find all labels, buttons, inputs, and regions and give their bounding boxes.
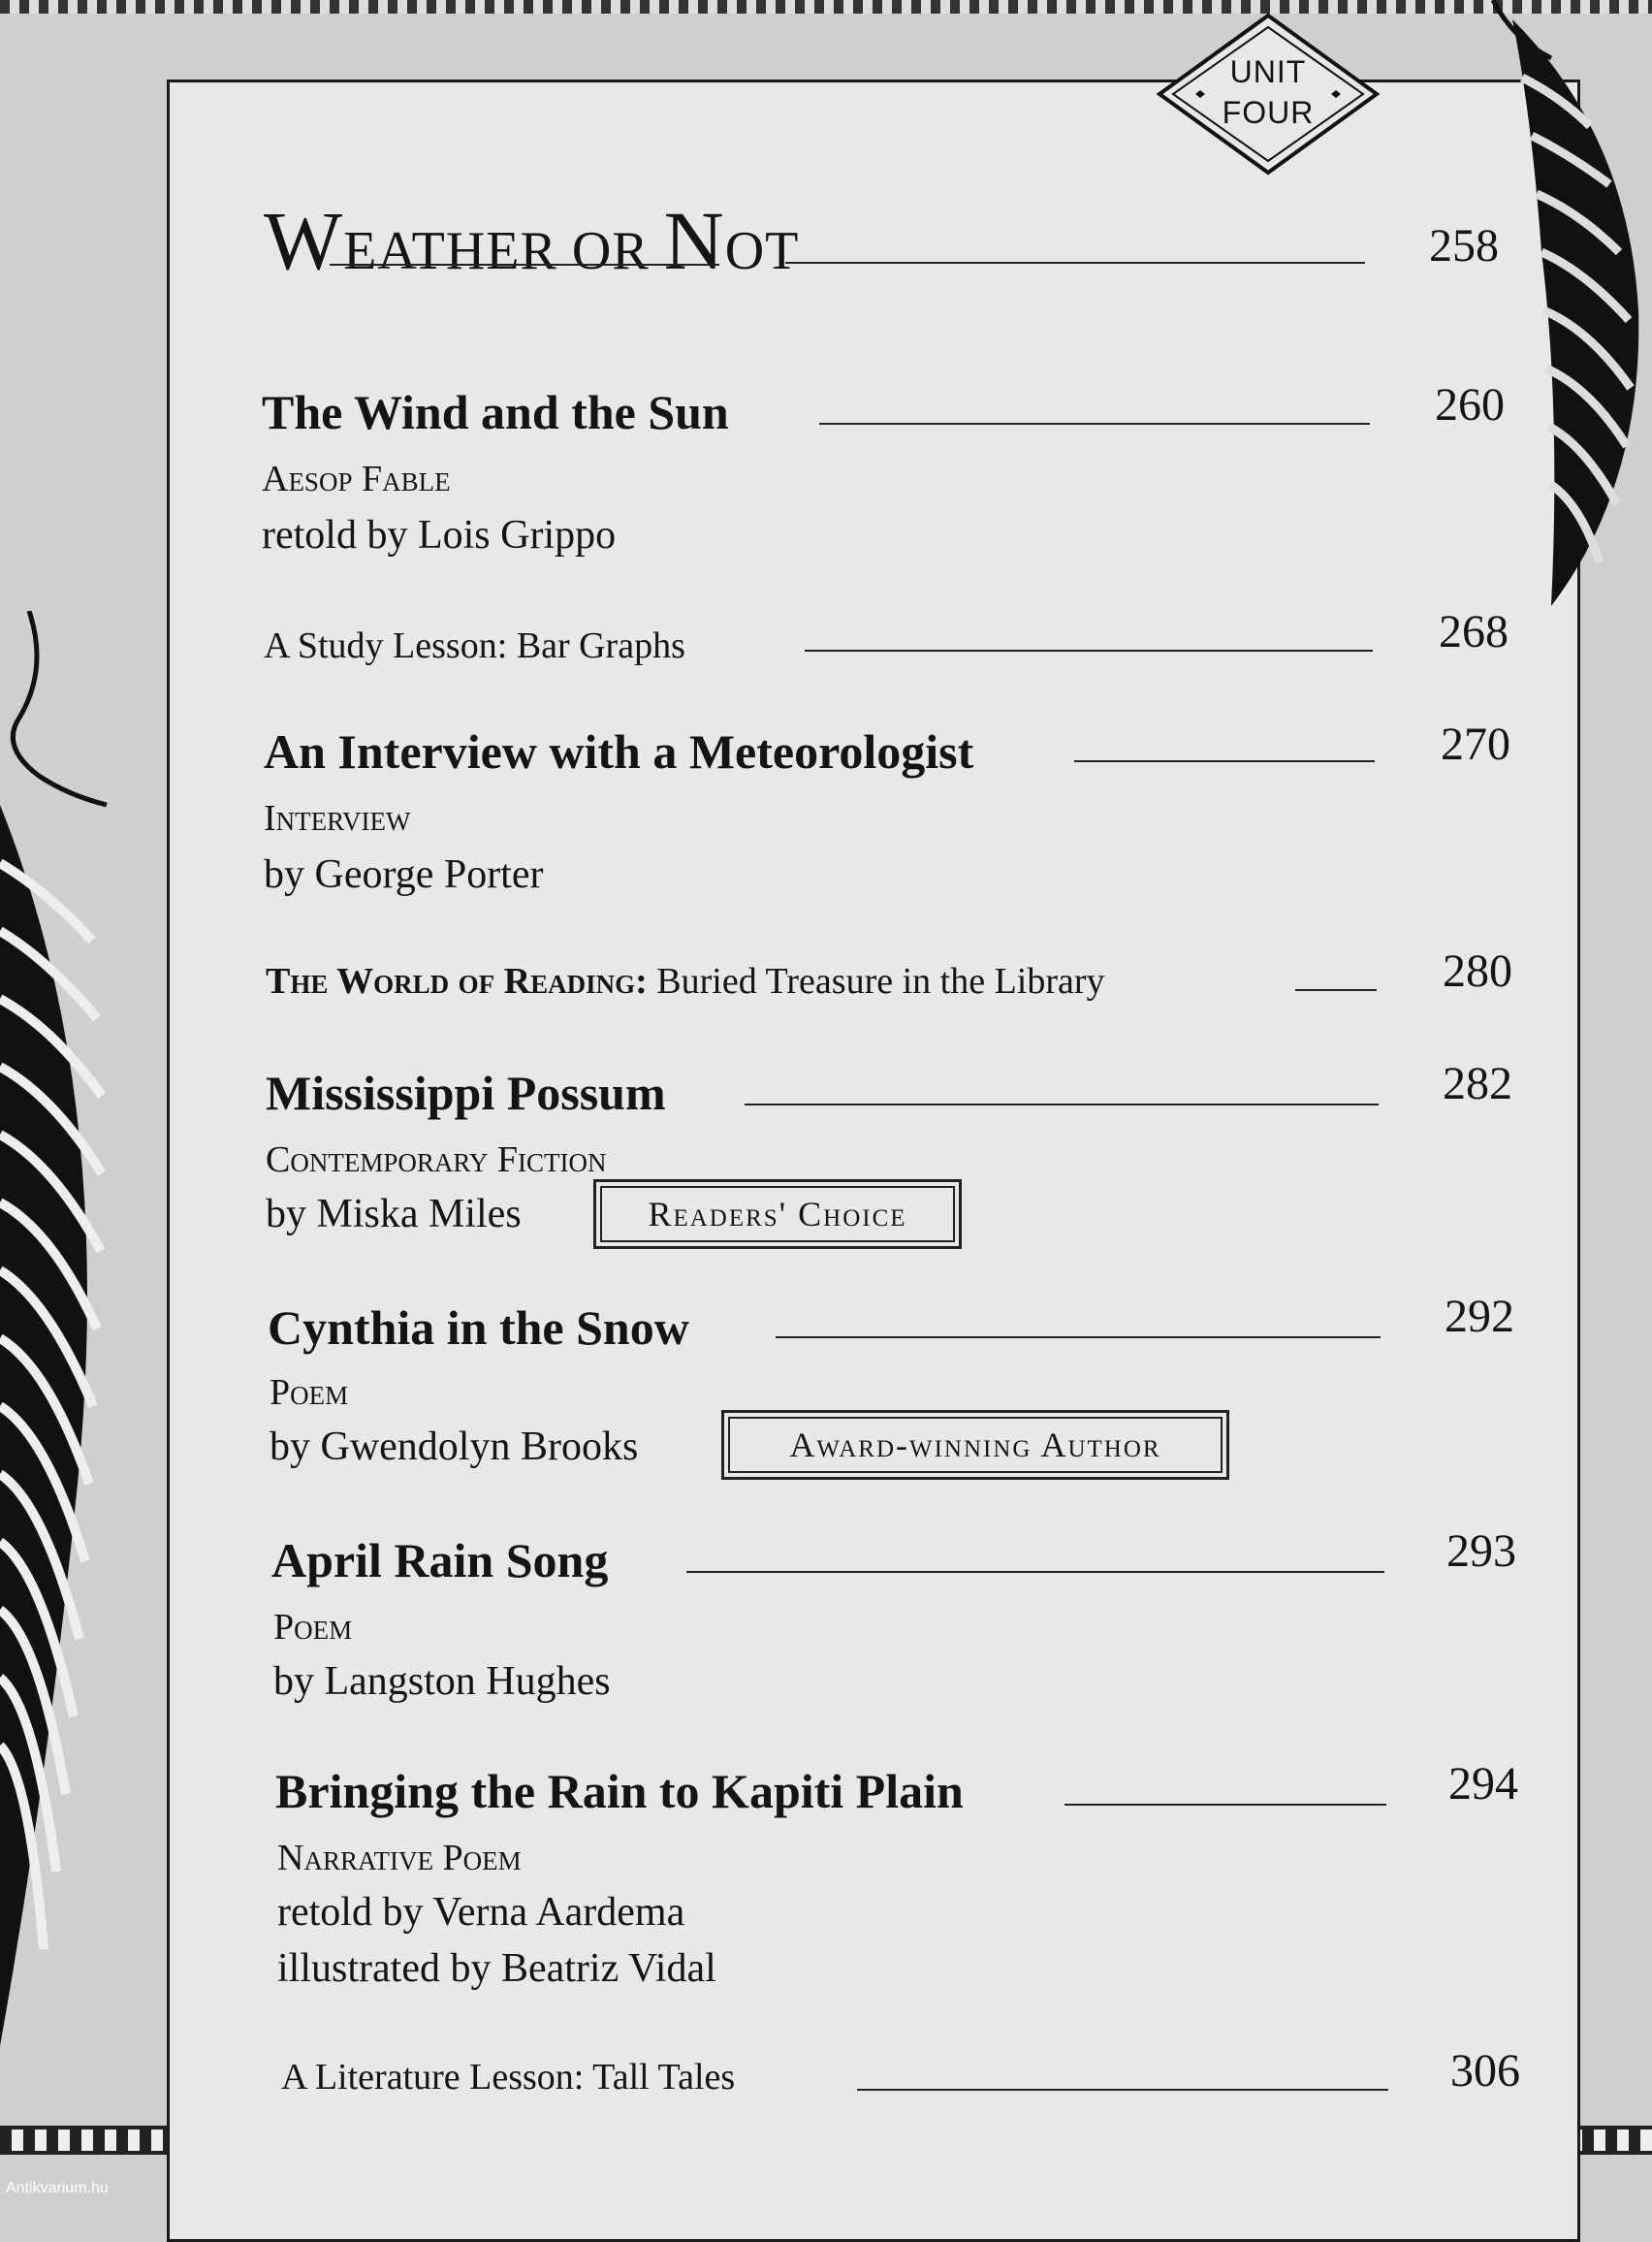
right-feather-icon — [1454, 0, 1648, 621]
entry-author: retold by Lois Grippo — [262, 513, 617, 558]
world-of-reading-lesson — [266, 960, 1105, 1003]
entry-author: by Miska Miles — [266, 1192, 522, 1236]
readers-choice-badge — [593, 1179, 962, 1249]
lesson-title: Buried Treasure in the Library — [656, 961, 1105, 1002]
entry-title: Cynthia in the Snow — [268, 1300, 689, 1355]
leader-line — [805, 650, 1373, 652]
lesson-prefix: The World of Reading: — [266, 961, 648, 1002]
page-number: 282 — [1443, 1058, 1512, 1109]
entry-author: retold by Verna Aardema — [277, 1890, 685, 1935]
page-number: 306 — [1450, 2045, 1520, 2097]
page-number: 280 — [1443, 945, 1512, 997]
watermark: Antikvarium.hu — [6, 2180, 109, 2196]
page-number: 294 — [1448, 1758, 1518, 1810]
entry-title: Mississippi Possum — [266, 1066, 666, 1120]
unit-title-initial-n: N — [663, 194, 725, 287]
page-number: 268 — [1439, 606, 1509, 657]
left-feather-icon — [0, 611, 136, 2066]
entry-author: by Langston Hughes — [273, 1659, 611, 1704]
entry-genre: Poem — [273, 1607, 353, 1648]
leader-line — [819, 423, 1370, 425]
entry-genre: Narrative Poem — [277, 1838, 522, 1878]
unit-badge-line1: UNIT — [1229, 54, 1307, 89]
page-number: 260 — [1435, 379, 1505, 431]
page-number: 258 — [1429, 220, 1499, 272]
unit-title-leader — [330, 264, 719, 266]
entry-author: by George Porter — [264, 852, 544, 897]
literature-lesson: A Literature Lesson: Tall Tales — [281, 2057, 736, 2098]
study-lesson: A Study Lesson: Bar Graphs — [264, 625, 685, 666]
page-number: 292 — [1445, 1291, 1514, 1342]
entry-title: An Interview with a Meteorologist — [264, 724, 974, 779]
entry-illustrator: illustrated by Beatriz Vidal — [277, 1946, 716, 1991]
unit-title-leader-2 — [785, 262, 1365, 264]
entry-title: April Rain Song — [271, 1533, 609, 1587]
unit-title-initial: W — [264, 194, 344, 287]
award-winning-author-badge — [721, 1410, 1229, 1480]
unit-title — [264, 192, 799, 289]
leader-line — [1064, 1804, 1386, 1806]
page-number: 293 — [1446, 1525, 1516, 1577]
entry-genre: Poem — [270, 1372, 349, 1413]
leader-line — [857, 2089, 1388, 2091]
entry-title: The Wind and the Sun — [262, 385, 729, 439]
leader-line — [745, 1104, 1379, 1105]
entry-genre: Contemporary Fiction — [266, 1139, 607, 1180]
entry-genre: Interview — [264, 798, 411, 839]
entry-genre: Aesop Fable — [262, 459, 451, 499]
entry-author: by Gwendolyn Brooks — [270, 1425, 639, 1469]
unit-title-part1: EATHER OR — [343, 221, 664, 281]
unit-badge — [1156, 12, 1381, 176]
leader-line — [776, 1336, 1381, 1338]
page-number: 270 — [1441, 719, 1510, 770]
unit-title-part2: OT — [724, 221, 800, 281]
badge-label: Award-winning Author — [728, 1417, 1223, 1473]
leader-line — [1074, 760, 1375, 762]
unit-badge-line2: FOUR — [1222, 95, 1315, 130]
leader-line — [686, 1571, 1384, 1573]
entry-title: Bringing the Rain to Kapiti Plain — [275, 1764, 964, 1818]
top-border-strip — [0, 0, 1652, 14]
badge-label: Readers' Choice — [600, 1186, 955, 1242]
